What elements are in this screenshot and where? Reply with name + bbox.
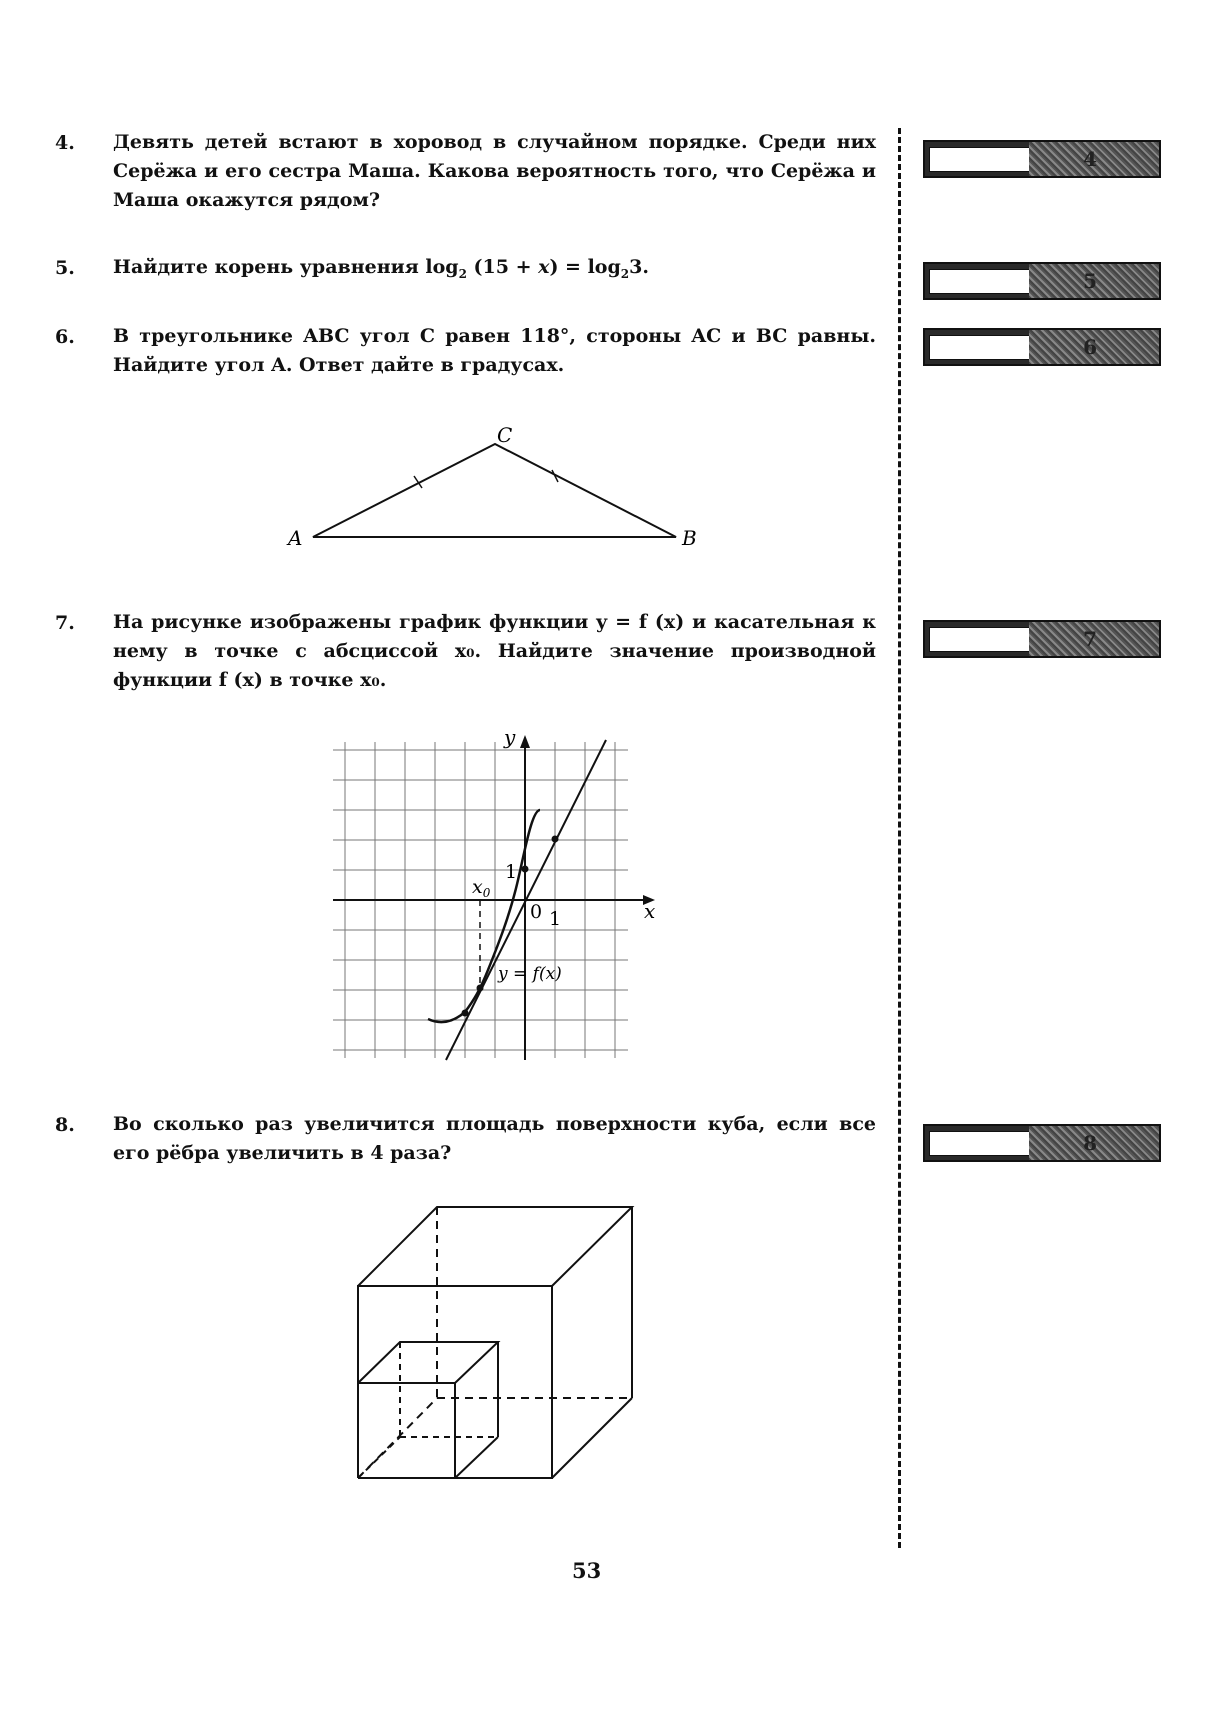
problem-number: 7. xyxy=(55,612,75,634)
x-axis-label: x xyxy=(644,899,656,923)
answer-box-number: 7 xyxy=(1083,627,1097,651)
answer-box-4 xyxy=(923,140,1161,178)
text-part: ) = log xyxy=(549,256,621,278)
problem-number: 5. xyxy=(55,257,75,279)
text-line: Во сколько раз увеличится площадь поверхности куба, если все xyxy=(113,1113,876,1135)
y-axis-label: y xyxy=(504,725,516,749)
answer-field[interactable] xyxy=(929,335,1042,360)
origin-label: 0 xyxy=(530,901,543,923)
problem-number: 6. xyxy=(55,326,75,348)
page-number: 53 xyxy=(572,1558,602,1583)
answer-box-5 xyxy=(923,262,1161,300)
problem-number: 4. xyxy=(55,132,75,154)
text-line: В треугольнике ABC угол C равен 118°, стороны AC и BC равны. xyxy=(113,325,876,347)
text-line: Маша окажутся рядом? xyxy=(113,189,381,211)
text-line: Серёжа и его сестра Маша. Какова вероятность того, что Серёжа и xyxy=(113,160,876,182)
vertex-a-label: A xyxy=(288,526,303,550)
curve-label: y = f(x) xyxy=(498,964,562,984)
answer-box-number: 8 xyxy=(1083,1131,1097,1155)
text-line: Девять детей встают в хоровод в случайном порядке. Среди них xyxy=(113,131,876,153)
cut-line xyxy=(898,128,901,1548)
y-one-label: 1 xyxy=(505,861,518,883)
text-line: функции f (x) в точке x₀. xyxy=(113,669,387,691)
answer-box-7 xyxy=(923,620,1161,658)
answer-field[interactable] xyxy=(929,627,1042,652)
variable: x xyxy=(538,256,550,278)
text-part: Найдите корень уравнения log xyxy=(113,256,459,278)
text-line: Найдите угол A. Ответ дайте в градусах. xyxy=(113,354,565,376)
answer-field[interactable] xyxy=(929,269,1042,294)
text-part: (15 + xyxy=(466,256,539,278)
x0-label: $x_0$ xyxy=(472,876,491,900)
text-line: нему в точке с абсциссой x₀. Найдите значение производной xyxy=(113,640,876,662)
answer-box-6 xyxy=(923,328,1161,366)
text-line: его рёбра увеличить в 4 раза? xyxy=(113,1142,452,1164)
answer-field[interactable] xyxy=(929,1131,1042,1156)
x-one-label: 1 xyxy=(549,908,562,930)
answer-field[interactable] xyxy=(929,147,1042,172)
text-line: На рисунке изображены график функции y = f (x) и касательная к xyxy=(113,611,876,633)
text-part: 3. xyxy=(629,256,649,278)
problem-number: 8. xyxy=(55,1114,75,1136)
vertex-c-label: C xyxy=(497,423,513,447)
subscript: 2 xyxy=(620,266,630,281)
answer-box-number: 5 xyxy=(1083,269,1097,293)
subscript: 2 xyxy=(458,266,467,281)
answer-box-8 xyxy=(923,1124,1161,1162)
answer-box-number: 4 xyxy=(1083,147,1097,171)
answer-box-number: 6 xyxy=(1083,335,1097,359)
vertex-b-label: B xyxy=(682,526,697,550)
